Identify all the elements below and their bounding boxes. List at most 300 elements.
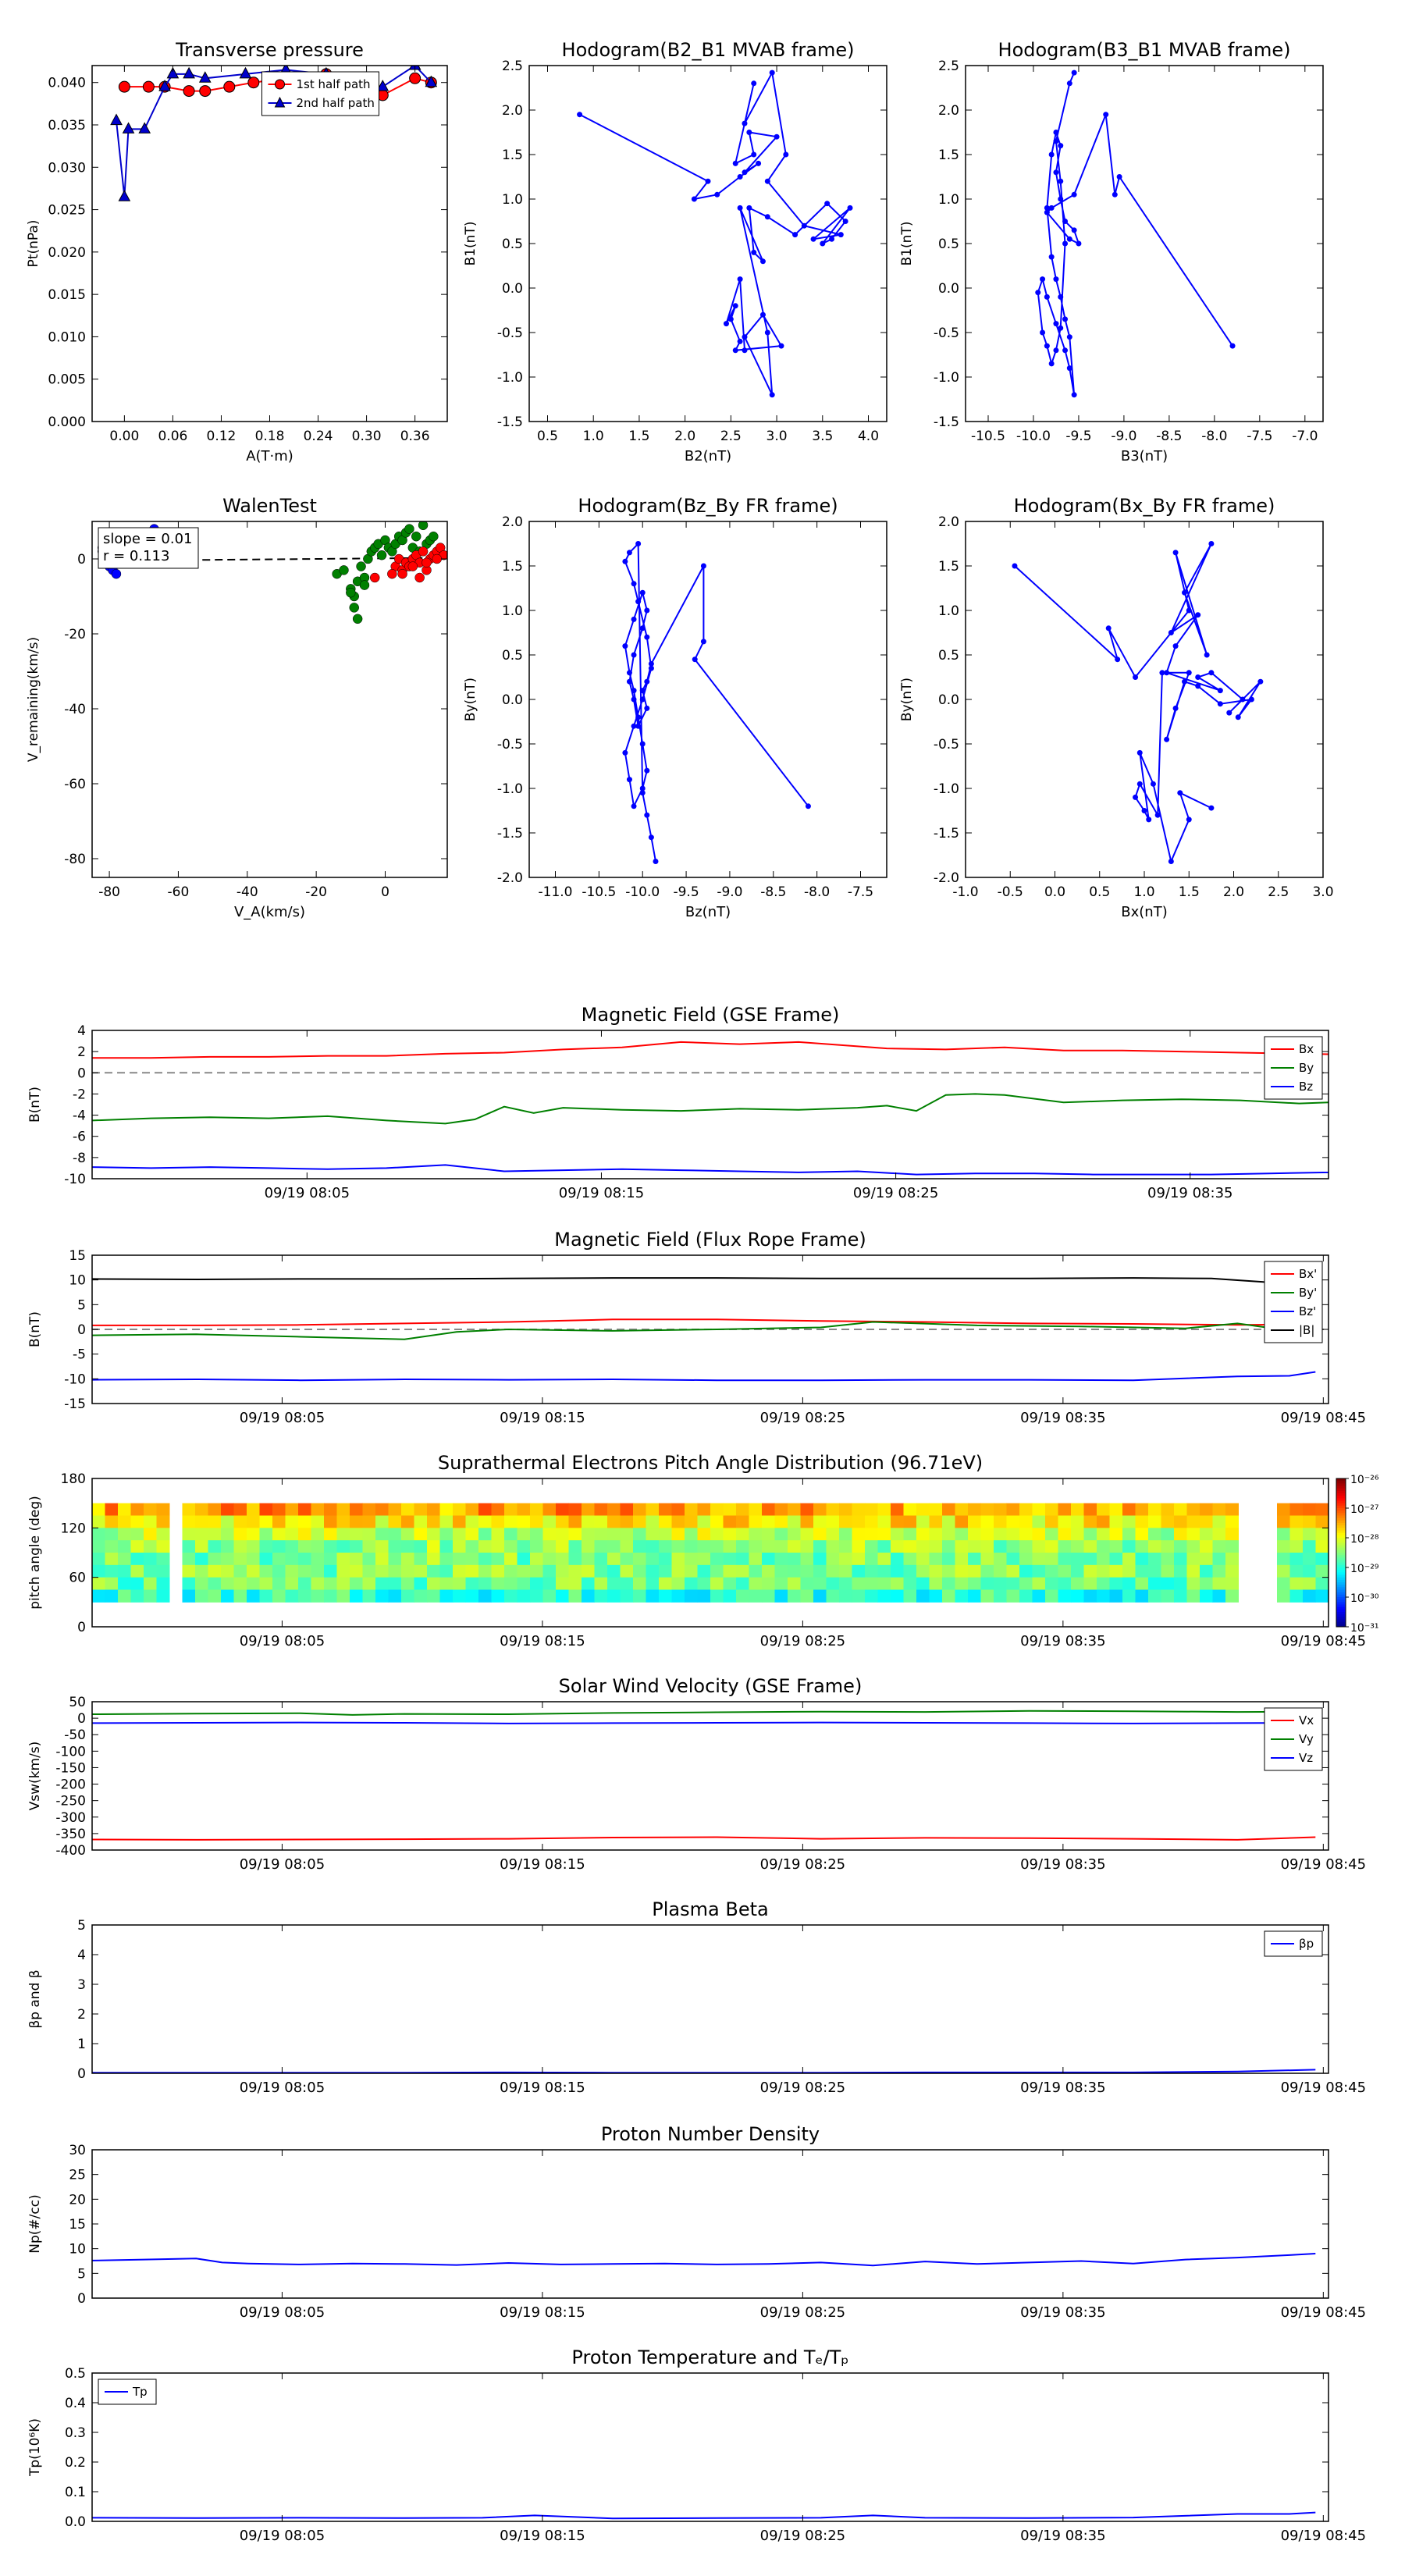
data-point: [248, 77, 259, 88]
heatmap-cell: [272, 1503, 286, 1516]
y-tick-label: -8: [73, 1150, 86, 1166]
data-point: [577, 112, 582, 117]
heatmap-cell: [621, 1516, 634, 1528]
data-point: [432, 554, 442, 564]
heatmap-cell: [1122, 1553, 1136, 1565]
x-tick-label: 2.5: [720, 429, 742, 444]
heatmap-cell: [736, 1540, 749, 1553]
data-point: [738, 339, 743, 344]
colorbar-segment: [1336, 1567, 1346, 1571]
heatmap-cell: [942, 1590, 955, 1603]
heatmap-cell: [1033, 1528, 1046, 1540]
heatmap-cell: [852, 1540, 866, 1553]
heatmap-cell: [389, 1516, 402, 1528]
heatmap-cell: [1303, 1540, 1316, 1553]
heatmap-cell: [1174, 1553, 1187, 1565]
heatmap-cell: [698, 1503, 711, 1516]
heatmap-cell: [414, 1540, 428, 1553]
heatmap-cell: [234, 1578, 247, 1590]
heatmap-cell: [389, 1528, 402, 1540]
colorbar-segment: [1336, 1478, 1346, 1482]
heatmap-cell: [685, 1590, 698, 1603]
heatmap-cell: [1136, 1540, 1149, 1553]
y-tick-label: -1.5: [496, 415, 523, 430]
y-tick-label: -1.5: [496, 826, 523, 841]
x-tick-label: -8.0: [804, 884, 831, 900]
heatmap-cell: [994, 1516, 1007, 1528]
x-tick-label: 0.36: [400, 429, 430, 444]
x-tick-label: -10.5: [970, 429, 1005, 444]
heatmap-cell: [1316, 1590, 1329, 1603]
x-tick-label: -7.5: [1247, 429, 1273, 444]
x-tick-label: -10.0: [1016, 429, 1051, 444]
heatmap-cell: [633, 1578, 646, 1590]
heatmap-cell: [659, 1528, 672, 1540]
data-point: [1067, 365, 1072, 371]
data-point: [1058, 197, 1063, 202]
y-tick-label: -10: [64, 1372, 86, 1388]
data-point: [714, 192, 720, 197]
data-point: [1204, 653, 1210, 658]
x-tick-label: 1.0: [1133, 884, 1155, 900]
colorbar-segment: [1336, 1622, 1346, 1625]
heatmap-cell: [904, 1578, 917, 1590]
y-tick-label: 2: [77, 2007, 86, 2023]
data-point: [742, 347, 747, 353]
heatmap-cell: [105, 1503, 119, 1516]
heatmap-cell: [504, 1590, 518, 1603]
x-tick-label: 4.0: [857, 429, 880, 444]
data-point: [1168, 630, 1174, 635]
heatmap-cell: [1097, 1528, 1110, 1540]
y-tick-label: -1.5: [933, 826, 959, 841]
x-tick-label: 09/19 08:25: [759, 1410, 846, 1426]
heatmap-cell: [1200, 1540, 1213, 1553]
heatmap-cell: [183, 1553, 196, 1565]
colorbar-segment: [1336, 1582, 1346, 1585]
heatmap-cell: [878, 1516, 891, 1528]
colorbar-segment: [1336, 1557, 1346, 1560]
heatmap-cell: [582, 1503, 595, 1516]
heatmap-cell: [466, 1578, 479, 1590]
heatmap-cell: [1316, 1565, 1329, 1578]
data-point: [1049, 152, 1055, 158]
x-tick-label: 09/19 08:15: [500, 1410, 585, 1426]
data-point: [733, 347, 738, 353]
data-point: [408, 562, 418, 571]
panel-h21: [463, 39, 887, 464]
heatmap-cell: [1225, 1565, 1239, 1578]
colorbar-segment: [1336, 1516, 1346, 1519]
x-axis-label: Bx(nT): [1121, 904, 1168, 920]
x-tick-label: 09/19 08:45: [1280, 2080, 1367, 2096]
heatmap-cell: [827, 1540, 840, 1553]
x-tick-label: 0.5: [1089, 884, 1111, 900]
colorbar-segment: [1336, 1491, 1346, 1494]
heatmap-cell: [1122, 1540, 1136, 1553]
heatmap-cell: [891, 1578, 904, 1590]
heatmap-cell: [1045, 1553, 1058, 1565]
heatmap-cell: [478, 1528, 492, 1540]
heatmap-cell: [801, 1590, 814, 1603]
x-tick-label: -10.0: [625, 884, 660, 900]
heatmap-cell: [183, 1503, 196, 1516]
y-tick-label: -0.5: [933, 737, 959, 753]
y-tick-label: 0.005: [48, 372, 86, 388]
heatmap-cell: [981, 1578, 994, 1590]
heatmap-cell: [1136, 1590, 1149, 1603]
heatmap-cell: [466, 1553, 479, 1565]
heatmap-cell: [247, 1516, 260, 1528]
colorbar-segment: [1336, 1538, 1346, 1541]
data-point: [1067, 334, 1072, 340]
heatmap-cell: [582, 1553, 595, 1565]
colorbar-segment: [1336, 1523, 1346, 1526]
data-point: [622, 750, 628, 756]
data-point: [200, 86, 211, 97]
colorbar-segment: [1336, 1535, 1346, 1539]
y-tick-label: 2.0: [501, 103, 523, 119]
heatmap-cell: [955, 1565, 969, 1578]
legend-label: Bz: [1299, 1080, 1314, 1094]
heatmap-cell: [968, 1516, 981, 1528]
data-point: [410, 73, 421, 84]
x-axis-label: B3(nT): [1120, 448, 1168, 464]
axes-frame: [966, 521, 1323, 877]
heatmap-cell: [646, 1503, 660, 1516]
heatmap-cell: [234, 1528, 247, 1540]
heatmap-cell: [286, 1516, 299, 1528]
heatmap-cell: [595, 1590, 608, 1603]
y-tick-label: 1.0: [501, 603, 523, 619]
plot-area: [92, 2254, 1315, 2265]
heatmap-cell: [118, 1503, 131, 1516]
axes-frame: [529, 66, 887, 422]
heatmap-cell: [865, 1503, 878, 1516]
legend-label: βp: [1299, 1937, 1314, 1951]
heatmap-cell: [478, 1578, 492, 1590]
heatmap-cell: [272, 1540, 286, 1553]
x-tick-label: -10.5: [582, 884, 617, 900]
heatmap-cell: [401, 1503, 414, 1516]
heatmap-cell: [453, 1516, 466, 1528]
series-line: [92, 1042, 1405, 1065]
colorbar-segment: [1336, 1518, 1346, 1521]
heatmap-cell: [530, 1540, 543, 1553]
data-point: [692, 656, 698, 662]
series-line: [92, 1372, 1315, 1381]
heatmap-cell: [157, 1503, 170, 1516]
data-point: [1058, 179, 1063, 184]
heatmap-cell: [1019, 1516, 1033, 1528]
heatmap-cell: [672, 1590, 685, 1603]
y-axis-label: B1(nT): [899, 221, 915, 266]
colorbar-segment: [1336, 1565, 1346, 1568]
heatmap-cell: [375, 1590, 389, 1603]
heatmap-cell: [1290, 1503, 1304, 1516]
heatmap-cell: [569, 1540, 582, 1553]
heatmap-cell: [788, 1540, 801, 1553]
legend: [98, 2379, 156, 2404]
y-tick-label: -15: [64, 1397, 86, 1412]
heatmap-cell: [827, 1553, 840, 1565]
heatmap-cell: [92, 1578, 105, 1590]
heatmap-cell: [672, 1540, 685, 1553]
plot-area: [92, 1503, 1329, 1603]
heatmap-cell: [1045, 1565, 1058, 1578]
y-tick-label: 0.020: [48, 244, 86, 261]
heatmap-cell: [492, 1516, 505, 1528]
x-tick-label: 0.00: [109, 429, 140, 444]
panel-beta: [27, 1898, 1366, 2096]
data-point: [1177, 790, 1183, 795]
heatmap-cell: [247, 1503, 260, 1516]
heatmap-cell: [685, 1565, 698, 1578]
y-tick-label: 0.0: [501, 692, 523, 708]
heatmap-cell: [1071, 1590, 1084, 1603]
heatmap-cell: [118, 1590, 131, 1603]
heatmap-cell: [1148, 1553, 1161, 1565]
colorbar-segment: [1336, 1590, 1346, 1593]
x-tick-label: 09/19 08:05: [264, 1185, 350, 1201]
heatmap-cell: [350, 1590, 363, 1603]
data-point: [738, 276, 743, 282]
heatmap-cell: [1097, 1590, 1110, 1603]
colorbar-segment: [1336, 1570, 1346, 1573]
heatmap-cell: [762, 1590, 775, 1603]
heatmap-cell: [1136, 1528, 1149, 1540]
heatmap-cell: [1019, 1590, 1033, 1603]
y-tick-label: -5: [73, 1347, 86, 1363]
data-point: [653, 859, 658, 864]
heatmap-cell: [92, 1503, 105, 1516]
panel-tp: [26, 39, 447, 464]
y-tick-label: 0: [77, 1322, 86, 1338]
x-tick-label: 09/19 08:05: [239, 2528, 325, 2544]
x-tick-label: 09/19 08:35: [1020, 1410, 1106, 1426]
x-tick-label: -9.0: [717, 884, 743, 900]
x-tick-label: 1.0: [582, 429, 604, 444]
heatmap-cell: [298, 1565, 311, 1578]
y-tick-label: 0.5: [937, 237, 959, 252]
heatmap-cell: [350, 1565, 363, 1578]
heatmap-cell: [518, 1565, 531, 1578]
x-tick-label: -7.5: [847, 884, 874, 900]
y-axis-label: By(nT): [463, 677, 478, 722]
x-tick-label: 09/19 08:05: [239, 1856, 325, 1873]
heatmap-cell: [878, 1503, 891, 1516]
heatmap-cell: [272, 1528, 286, 1540]
colorbar-segment: [1336, 1550, 1346, 1553]
plot-area: [622, 541, 811, 864]
heatmap-cell: [118, 1578, 131, 1590]
heatmap-cell: [247, 1590, 260, 1603]
heatmap-cell: [234, 1503, 247, 1516]
heatmap-cell: [646, 1565, 660, 1578]
legend-label: Vy: [1299, 1732, 1314, 1746]
heatmap-cell: [878, 1565, 891, 1578]
heatmap-cell: [569, 1553, 582, 1565]
heatmap-cell: [337, 1528, 350, 1540]
heatmap-cell: [710, 1590, 724, 1603]
heatmap-cell: [1033, 1540, 1046, 1553]
heatmap-cell: [916, 1516, 930, 1528]
x-tick-label: -20: [305, 884, 328, 900]
data-point: [1151, 781, 1156, 787]
annotation-box: [98, 528, 198, 568]
heatmap-cell: [157, 1565, 170, 1578]
heatmap-cell: [1019, 1528, 1033, 1540]
x-tick-label: 09/19 08:05: [239, 2304, 325, 2321]
heatmap-cell: [1303, 1578, 1316, 1590]
heatmap-cell: [375, 1553, 389, 1565]
y-tick-label: -1.0: [933, 370, 959, 386]
heatmap-cell: [916, 1578, 930, 1590]
data-point: [644, 706, 649, 711]
heatmap-cell: [1277, 1516, 1290, 1528]
data-point: [1208, 670, 1214, 675]
heatmap-cell: [144, 1578, 157, 1590]
x-tick-label: 09/19 08:05: [239, 1410, 325, 1426]
colorbar-segment: [1336, 1521, 1346, 1524]
heatmap-cell: [981, 1528, 994, 1540]
data-point: [644, 813, 649, 818]
y-tick-label: 2.5: [501, 59, 523, 74]
heatmap-cell: [633, 1565, 646, 1578]
colorbar-segment: [1336, 1483, 1346, 1486]
heatmap-cell: [736, 1528, 749, 1540]
heatmap-cell: [955, 1590, 969, 1603]
series-0: [577, 70, 852, 398]
y-tick-label: 0: [77, 1066, 86, 1082]
heatmap-cell: [1174, 1578, 1187, 1590]
heatmap-cell: [157, 1516, 170, 1528]
heatmap-cell: [813, 1540, 827, 1553]
data-point: [339, 565, 348, 575]
heatmap-cell: [659, 1540, 672, 1553]
colorbar: [1336, 1474, 1379, 1635]
heatmap-cell: [543, 1528, 557, 1540]
axes-frame: [92, 1030, 1329, 1179]
heatmap-cell: [749, 1528, 763, 1540]
heatmap-cell: [865, 1516, 878, 1528]
heatmap-cell: [401, 1528, 414, 1540]
y-tick-label: 0.0: [937, 692, 959, 708]
heatmap-cell: [144, 1590, 157, 1603]
x-tick-label: -60: [167, 884, 190, 900]
heatmap-cell: [955, 1540, 969, 1553]
data-point: [635, 599, 641, 604]
heatmap-cell: [105, 1565, 119, 1578]
data-point: [422, 558, 431, 568]
data-point: [1218, 701, 1223, 706]
colorbar-segment: [1336, 1506, 1346, 1509]
heatmap-cell: [1148, 1578, 1161, 1590]
heatmap-cell: [1110, 1590, 1123, 1603]
data-point: [1053, 130, 1058, 135]
heatmap-cell: [801, 1503, 814, 1516]
data-point: [387, 569, 397, 578]
heatmap-cell: [813, 1553, 827, 1565]
y-tick-label: 15: [69, 1248, 86, 1264]
heatmap-cell: [1045, 1540, 1058, 1553]
heatmap-cell: [427, 1565, 440, 1578]
heatmap-cell: [891, 1528, 904, 1540]
heatmap-cell: [350, 1503, 363, 1516]
data-point: [1072, 192, 1077, 197]
heatmap-cell: [131, 1565, 144, 1578]
heatmap-cell: [724, 1565, 737, 1578]
heatmap-cell: [324, 1503, 337, 1516]
heatmap-cell: [478, 1590, 492, 1603]
data-point: [183, 68, 194, 78]
legend-label: Tp: [133, 2385, 148, 2399]
heatmap-cell: [1084, 1503, 1097, 1516]
heatmap-cell: [788, 1565, 801, 1578]
heatmap-cell: [801, 1516, 814, 1528]
colorbar-segment: [1336, 1595, 1346, 1598]
heatmap-cell: [144, 1565, 157, 1578]
data-point: [631, 581, 637, 586]
legend-label: Bx': [1299, 1267, 1318, 1281]
legend: [1264, 1708, 1322, 1770]
y-axis-label: Np(#/cc): [27, 2194, 43, 2254]
y-tick-label: -1.5: [933, 415, 959, 430]
heatmap-cell: [1316, 1553, 1329, 1565]
heatmap-cell: [749, 1590, 763, 1603]
data-point: [1012, 564, 1017, 569]
y-tick-label: 0: [77, 2291, 86, 2307]
heatmap-cell: [749, 1553, 763, 1565]
data-point: [1208, 541, 1214, 546]
colorbar-tick-label: 10⁻²⁹: [1350, 1563, 1379, 1575]
heatmap-cell: [955, 1503, 969, 1516]
heatmap-cell: [389, 1540, 402, 1553]
y-tick-label: 120: [60, 1521, 86, 1537]
colorbar-segment: [1336, 1607, 1346, 1610]
x-tick-label: 09/19 08:45: [1280, 2304, 1367, 2321]
y-tick-label: 2.0: [937, 103, 959, 119]
heatmap-cell: [1019, 1540, 1033, 1553]
colorbar-segment: [1336, 1553, 1346, 1556]
heatmap-cell: [916, 1565, 930, 1578]
y-axis-label: Tp(10⁶K): [27, 2418, 43, 2477]
heatmap-cell: [1148, 1590, 1161, 1603]
y-tick-label: 15: [69, 2217, 86, 2233]
heatmap-cell: [981, 1565, 994, 1578]
heatmap-cell: [286, 1590, 299, 1603]
y-tick-label: 2.5: [937, 59, 959, 74]
x-tick-label: -7.0: [1292, 429, 1318, 444]
data-point: [119, 81, 130, 92]
heatmap-cell: [157, 1528, 170, 1540]
data-point: [1137, 781, 1143, 787]
heatmap-cell: [1200, 1578, 1213, 1590]
heatmap-cell: [1200, 1516, 1213, 1528]
heatmap-cell: [710, 1540, 724, 1553]
heatmap-cell: [453, 1565, 466, 1578]
heatmap-cell: [389, 1565, 402, 1578]
heatmap-cell: [401, 1516, 414, 1528]
heatmap-cell: [414, 1503, 428, 1516]
heatmap-cell: [981, 1503, 994, 1516]
heatmap-cell: [105, 1528, 119, 1540]
heatmap-cell: [530, 1590, 543, 1603]
x-tick-label: -8.0: [1201, 429, 1228, 444]
heatmap-cell: [478, 1553, 492, 1565]
heatmap-cell: [492, 1503, 505, 1516]
heatmap-cell: [710, 1565, 724, 1578]
